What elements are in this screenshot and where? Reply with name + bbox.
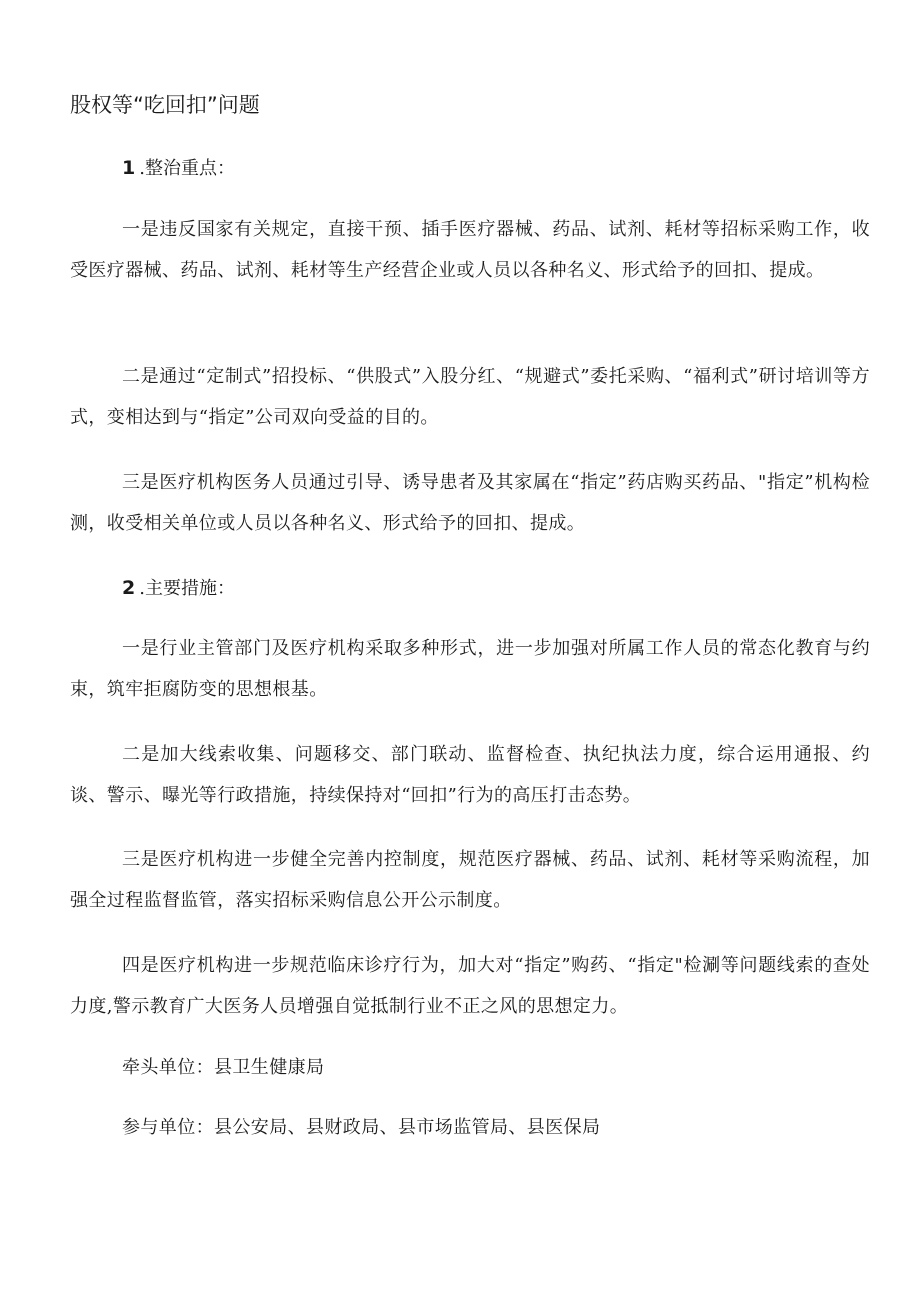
section-2-title <box>122 574 235 603</box>
section-1-title <box>122 154 235 183</box>
participating-units: 参与单位：县公安局、县财政局、县市场监管局、县医保局 <box>122 1117 601 1138</box>
section-2-paragraph-2: 二是加大线索收集、问题移交、部门联动、监督检查、执纪执法力度，综合运用通报、约谈、警示、曝光等行政措施，持续保持对“回扣”行为的高压打击态势。 <box>70 744 870 806</box>
section-1-label: .整治重点： <box>139 158 235 179</box>
section-1-paragraph-2: 二是通过“定制式”招投标、“供股式”入股分红、“规避式”委托采购、“福利式”研讨培训等方式，变相达到与“指定”公司双向受益的目的。 <box>70 366 870 428</box>
heading-text: 股权等“吃回扣”问题 <box>70 93 260 117</box>
section-1-paragraph-1: 一是违反国家有关规定，直接干预、插手医疗器械、药品、试剂、耗材等招标采购工作，收受医疗器械、药品、试剂、耗材等生产经营企业或人员以各种名义、形式给予的回扣、提成。 <box>70 219 870 281</box>
section-1-number: 1 <box>122 157 136 179</box>
section-2-paragraph-4: 四是医疗机构进一步规范临床诊疗行为，加大对“指定”购药、“指定"检涮等问题线索的查处力度,警示教育广大医务人员增强自觉抵制行业不正之风的思想定力。 <box>70 955 870 1017</box>
section-2-paragraph-3: 三是医疗机构进一步健全完善内控制度，规范医疗器械、药品、试剂、耗材等采购流程，加强全过程监督监管，落实招标采购信息公开公示制度。 <box>70 849 870 911</box>
lead-unit: 牵头单位：县卫生健康局 <box>122 1057 325 1078</box>
section-2-label: .主要措施： <box>139 578 235 599</box>
section-1-paragraph-3: 三是医疗机构医务人员通过引导、诱导患者及其家属在“指定”药店购买药品、"指定”机构检测，收受相关单位或人员以各种名义、形式给予的回扣、提成。 <box>70 472 870 534</box>
section-2-number: 2 <box>122 577 136 599</box>
section-2-paragraph-1: 一是行业主管部门及医疗机构采取多种形式，进一步加强对所属工作人员的常态化教育与约束，筑牢拒腐防变的思想根基。 <box>70 638 870 700</box>
